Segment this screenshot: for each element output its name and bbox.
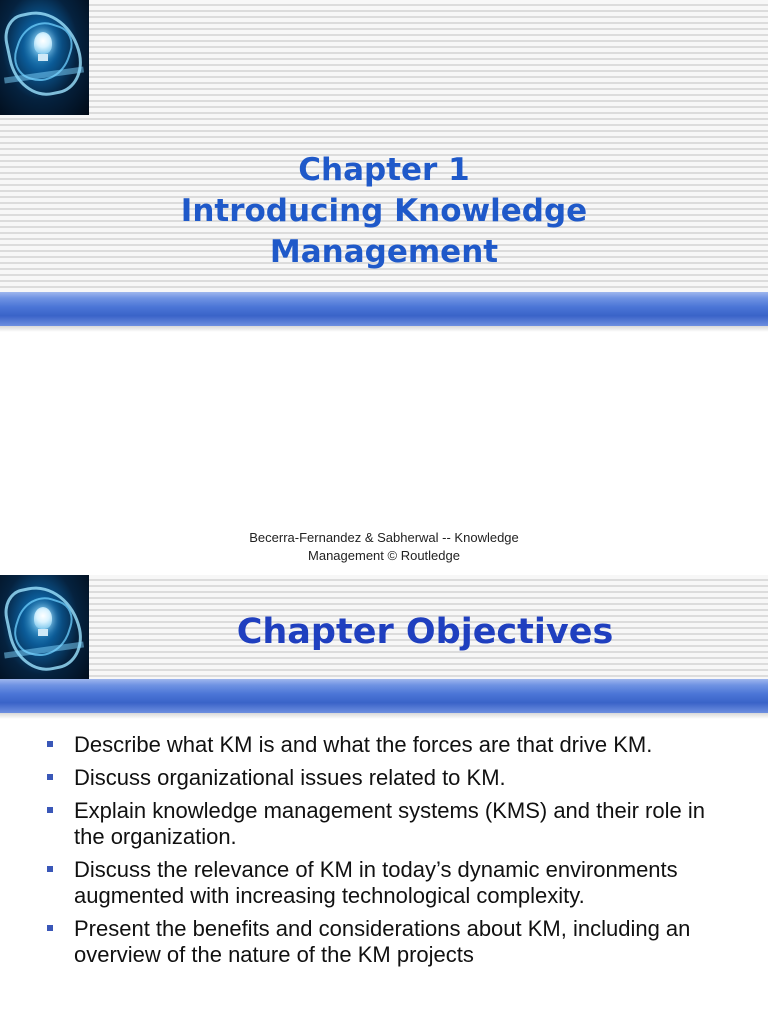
list-item: [74, 916, 734, 968]
title-line: Introducing Knowledge: [180, 193, 588, 229]
list-item-text: Discuss the relevance of KM in today’s dynamic environments augmented with increasing technological complexity.: [74, 857, 678, 908]
slide-title: [100, 150, 668, 273]
square-bullet-icon: [47, 774, 53, 780]
list-item: [74, 765, 734, 791]
list-item-text: Present the benefits and considerations about KM, including an overview of the nature of the KM projects: [74, 916, 691, 967]
slide-2: [0, 575, 768, 1024]
lightbulb-icon: [34, 32, 52, 54]
list-item-text: Discuss organizational issues related to KM.: [74, 765, 506, 790]
list-item: [74, 732, 734, 758]
title-line: Management: [269, 234, 499, 270]
square-bullet-icon: [47, 741, 53, 747]
list-item: [74, 857, 734, 909]
footer-line: Becerra-Fernandez & Sabherwal -- Knowledge: [249, 530, 519, 545]
square-bullet-icon: [47, 866, 53, 872]
blue-divider-bar: [0, 292, 768, 326]
title-line: Chapter 1: [298, 152, 470, 188]
footer-line: Management © Routledge: [308, 548, 460, 563]
lightbulb-image: [0, 0, 89, 115]
list-item: [74, 798, 734, 850]
lightbulb-icon: [34, 607, 52, 629]
slide-title: Chapter Objectives: [236, 612, 614, 652]
objectives-list: [74, 732, 734, 975]
square-bullet-icon: [47, 807, 53, 813]
blue-divider-bar: [0, 679, 768, 713]
lightbulb-image: [0, 575, 89, 690]
list-item-text: Describe what KM is and what the forces are that drive KM.: [74, 732, 653, 757]
slide-footer: [200, 529, 568, 565]
list-item-text: Explain knowledge management systems (KMS) and their role in the organization.: [74, 798, 705, 849]
square-bullet-icon: [47, 925, 53, 931]
